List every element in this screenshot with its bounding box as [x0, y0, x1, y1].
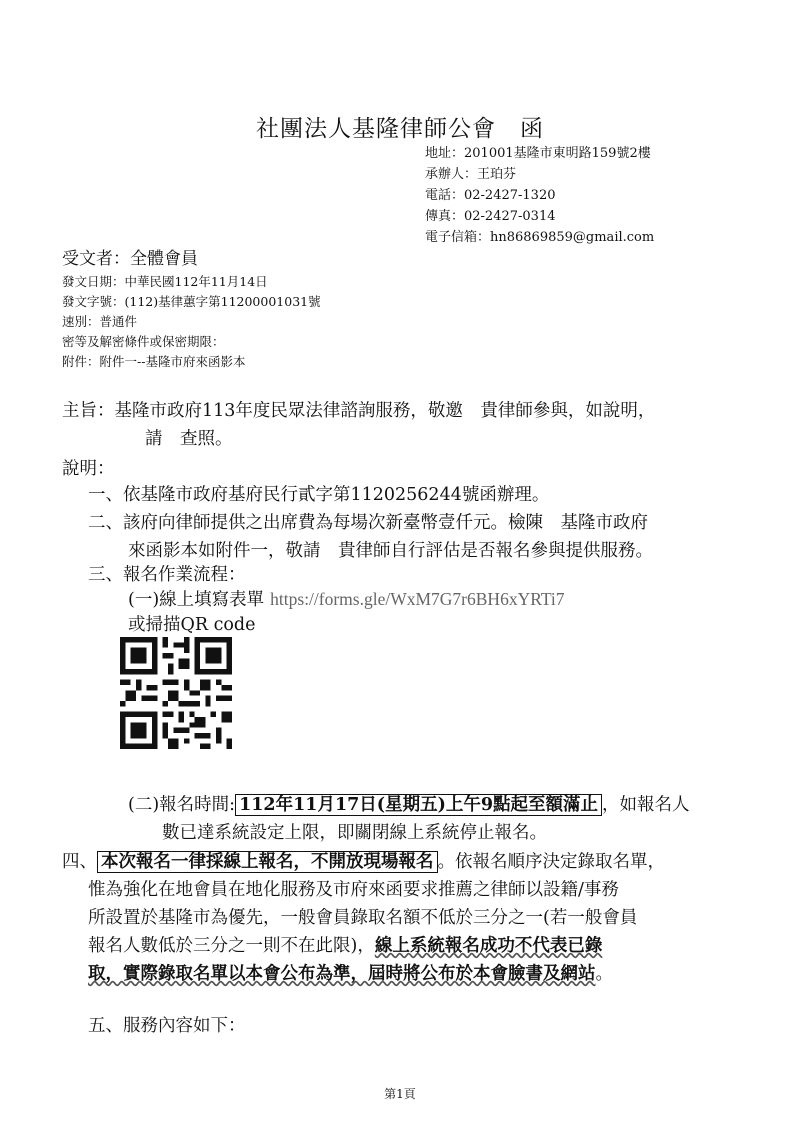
item4-line4-emphasis: 線上系統報名成功不代表已錄 — [374, 936, 603, 956]
explanation-heading: 說明： — [62, 459, 115, 479]
delivery-speed: 速別：普通件 — [62, 314, 138, 329]
registration-step1 — [128, 585, 565, 614]
phone: 電話：02-2427-1320 — [425, 188, 556, 203]
subject-line2: 請 查照。 — [145, 429, 233, 449]
document-title: 社團法人基隆律師公會 函 — [256, 116, 544, 142]
item4-rest: 。依報名順序決定錄取名單， — [437, 852, 665, 872]
item4-line5-end: 。 — [595, 964, 613, 984]
explanation-item4-line1 — [62, 848, 665, 876]
qr-code-icon[interactable] — [120, 637, 232, 749]
explanation-item4-line2: 惟為強化在地會員在地化服務及市府來函要求推薦之律師以設籍/事務 — [88, 880, 619, 900]
item4-line5-emphasis: 取，實際錄取名單以本會公布為準，屆時將公布於本會臉書及網站 — [88, 964, 596, 984]
item4-prefix: 四、 — [62, 852, 97, 872]
explanation-item4-line3: 所設置於基隆市為優先，一般會員錄取名額不低於三分之一(若一般會員 — [88, 908, 638, 928]
secrecy-level: 密等及解密條件或保密期限： — [62, 334, 225, 349]
explanation-item3-heading: 三、報名作業流程： — [88, 565, 246, 585]
registration-step1-label: (一)線上填寫表單 — [128, 590, 265, 610]
registration-time-rest: ，如報名人 — [602, 795, 690, 815]
qr-caption: 或掃描QR code — [128, 615, 256, 635]
page-number: 第1頁 — [384, 1087, 416, 1101]
explanation-item2-line2: 來函影本如附件一，敬請 貴律師自行評估是否報名參與提供服務。 — [128, 541, 653, 561]
issue-date: 發文日期：中華民國112年11月14日 — [62, 274, 268, 289]
attachment: 附件：附件一--基隆市府來函影本 — [62, 354, 246, 369]
doc-number: 發文字號：(112)基律蕙字第11200001031號 — [62, 294, 321, 309]
item4-line4-plain: 報名人數低於三分之一則不在此限)， — [88, 936, 375, 956]
online-only-notice: 本次報名一律採線上報名，不開放現場報名 — [97, 851, 438, 873]
explanation-item5: 五、服務內容如下： — [88, 1016, 246, 1036]
registration-time: 112年11月17日(星期五)上午9點起至額滿止 — [235, 794, 602, 816]
contact-person: 承辦人：王珀芬 — [425, 167, 517, 182]
email: 電子信箱：hn86869859@gmail.com — [425, 230, 655, 245]
registration-form-link[interactable]: https://forms.gle/WxM7G7r6BH6xYRTi7 — [270, 589, 565, 609]
address: 地址：201001基隆市東明路159號2樓 — [425, 146, 651, 161]
recipient: 受文者：全體會員 — [62, 249, 198, 269]
registration-time-label: (二)報名時間: — [128, 795, 236, 815]
explanation-item4-line5 — [88, 960, 613, 988]
explanation-item4-line4 — [88, 932, 602, 960]
registration-step2-line2: 數已達系統設定上限，即關閉線上系統停止報名。 — [162, 823, 547, 843]
explanation-item2-line1: 二、該府向律師提供之出席費為每場次新臺幣壹仟元。檢陳 基隆市政府 — [88, 513, 648, 533]
registration-step2 — [128, 791, 690, 819]
explanation-item1: 一、依基隆市政府基府民行貳字第1120256244號函辦理。 — [88, 485, 550, 505]
fax: 傳真：02-2427-0314 — [425, 209, 556, 224]
subject-line1: 主旨：基隆市政府113年度民眾法律諮詢服務，敬邀 貴律師參與，如說明， — [62, 401, 656, 421]
